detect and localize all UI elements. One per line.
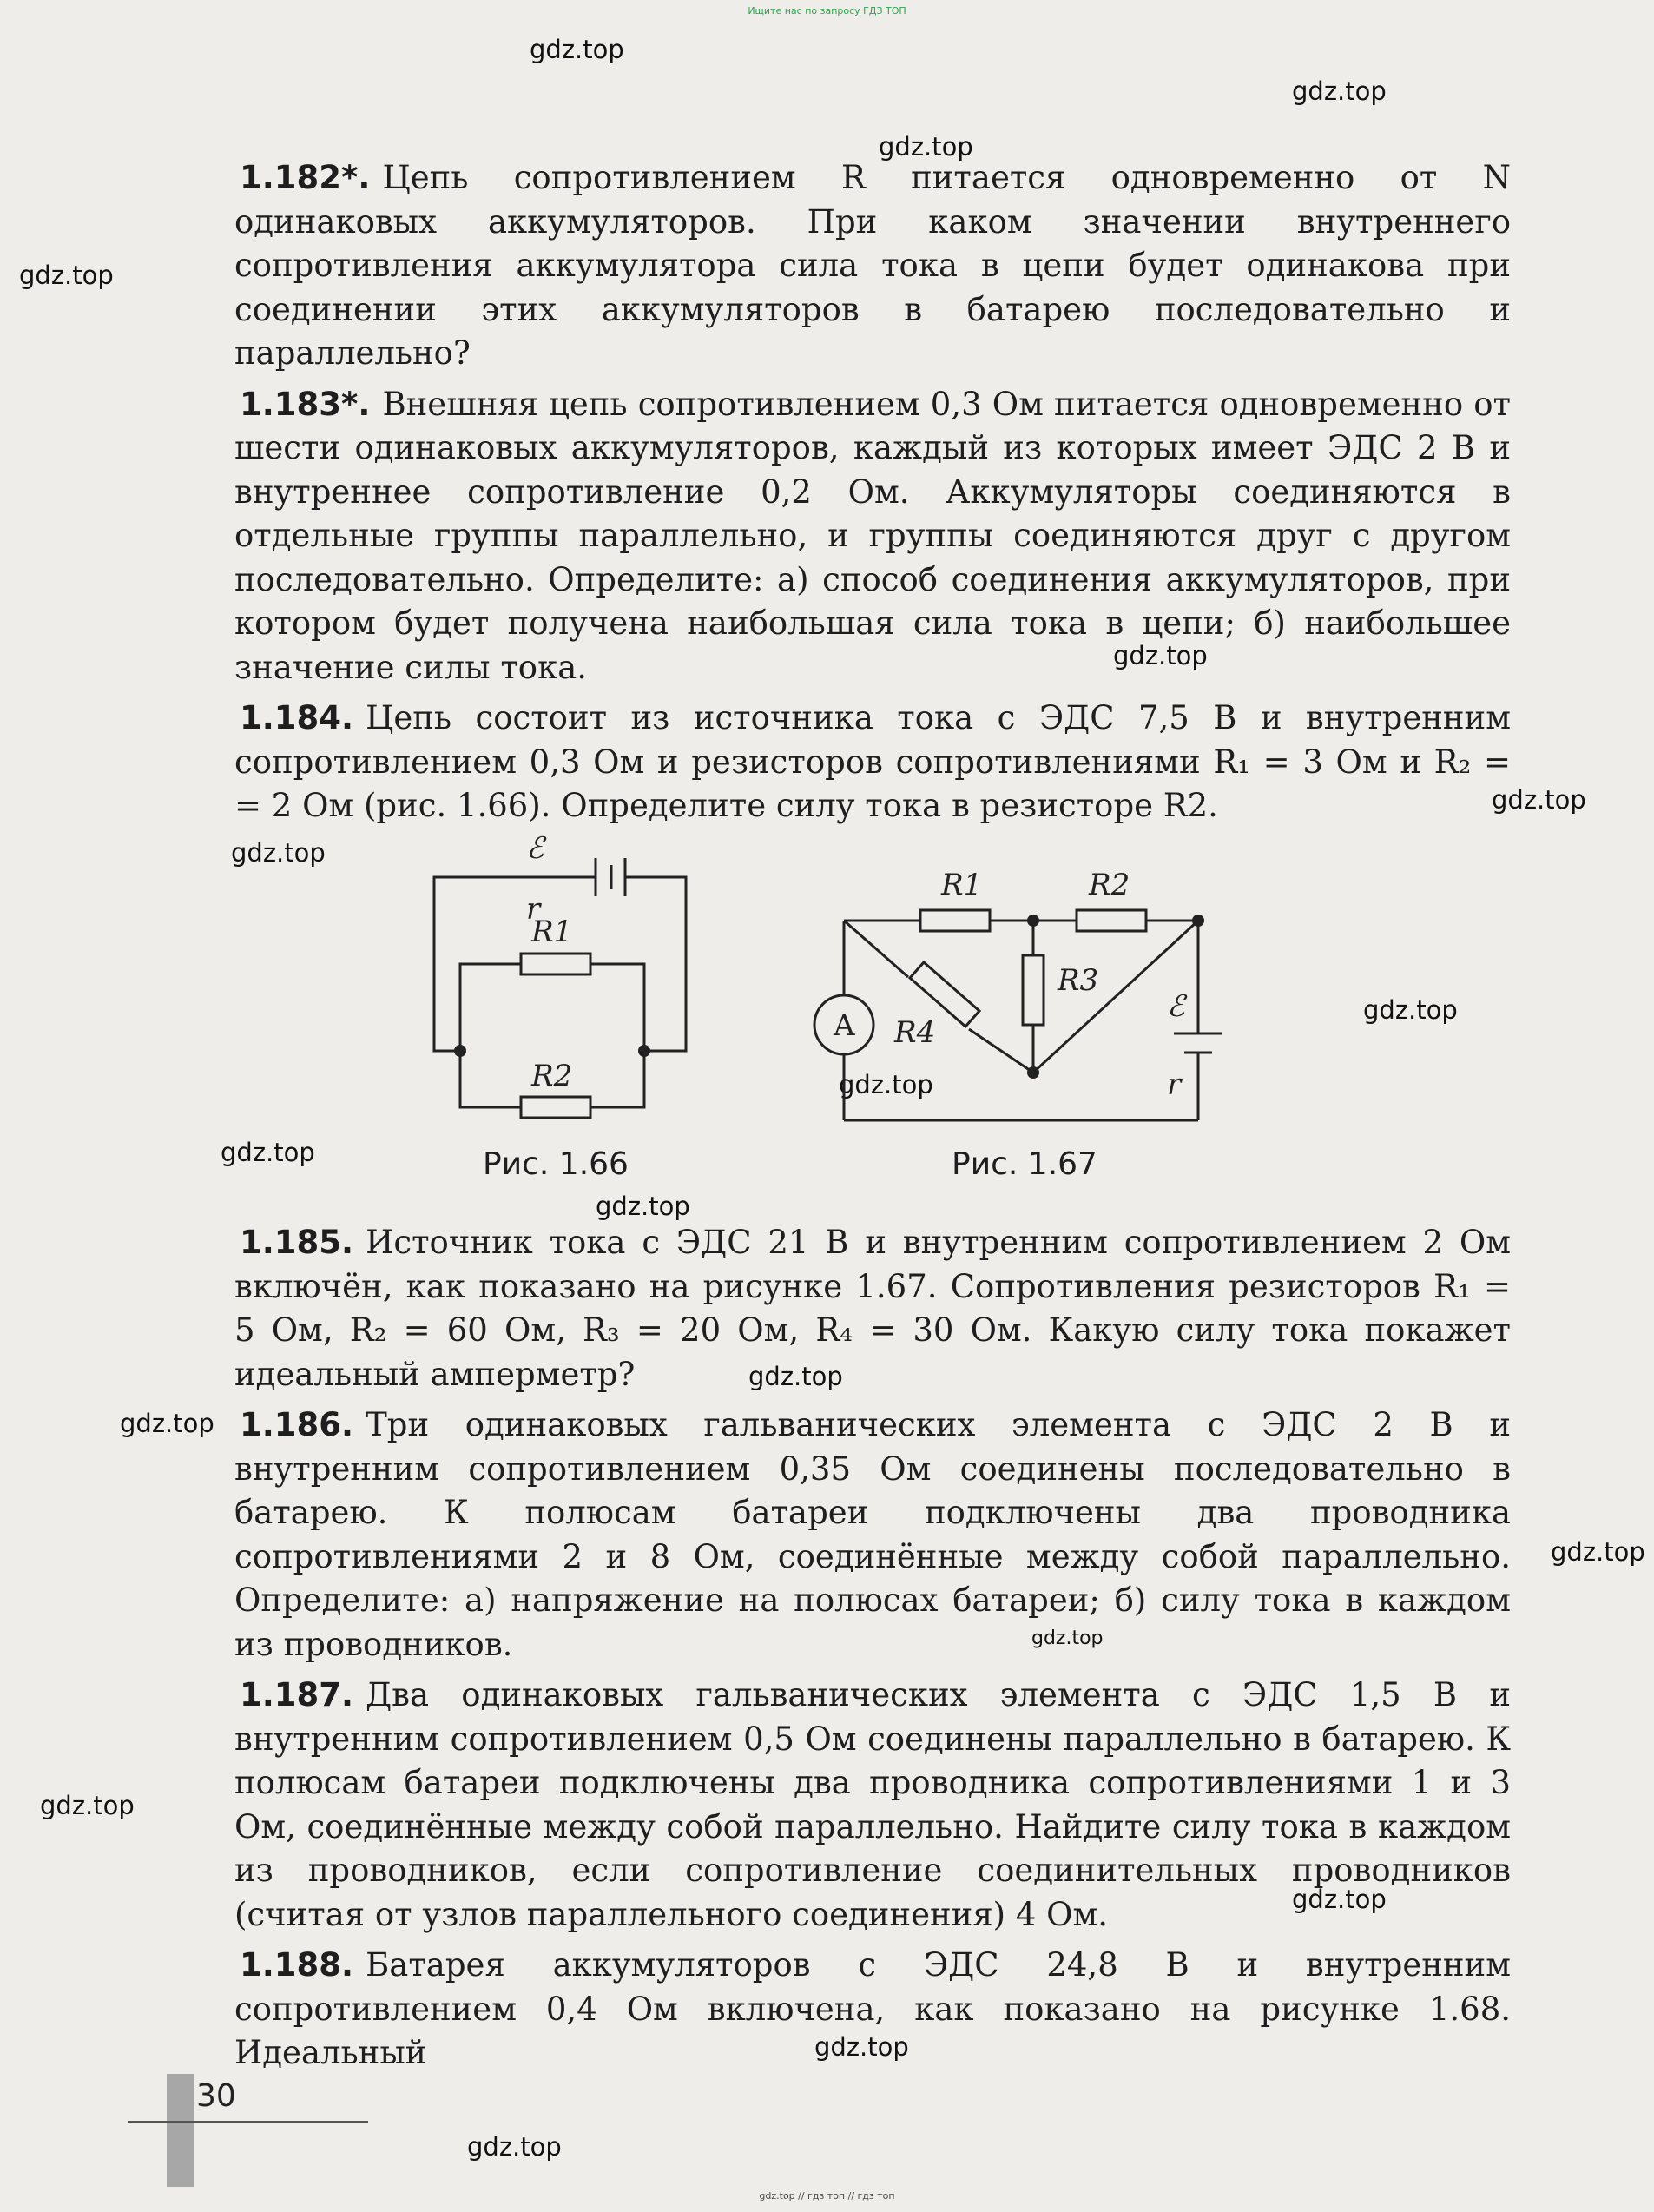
problem-1-184: [234, 697, 1511, 829]
problem-1-182: [234, 156, 1511, 376]
emf-label: ℰ: [1167, 989, 1185, 1024]
problem-number: 1.182*.: [240, 159, 371, 196]
watermark: gdz.top: [1031, 1628, 1104, 1649]
internal-resistance-label: r: [1167, 1067, 1182, 1102]
problem-text: Источник тока с ЭДС 21 В и внутренним сопротивлением 2 Ом включён, как показано на рисунке 1.67. Сопротивления резисторов R₁ = 5 Ом, R₂ = 60 Ом, R₃ = 20 Ом, R₄ = 30 Ом. Какую силу тока покажет идеальный амперметр?: [234, 1224, 1511, 1393]
watermark: gdz.top: [40, 1791, 135, 1820]
problem-number: 1.186.: [240, 1406, 354, 1443]
emf-label: ℰ: [526, 834, 544, 866]
watermark: gdz.top: [231, 838, 326, 868]
problem-text: Батарея аккумуляторов с ЭДС 24,8 В и внутренним сопротивлением 0,4 Ом включена, как показано на рисунке 1.68. Идеальный: [234, 1946, 1511, 2071]
watermark: gdz.top: [879, 132, 973, 162]
problem-number: 1.183*.: [240, 385, 371, 423]
page-footer-line: [128, 2121, 368, 2123]
figures-row: [0, 834, 1654, 1198]
internal-resistance-label: r: [526, 892, 541, 927]
watermark: gdz.top: [1292, 76, 1387, 106]
resistor-r1-label: R1: [531, 915, 573, 949]
watermark: gdz.top: [1363, 995, 1458, 1025]
resistor-r2-label: R2: [1089, 868, 1130, 902]
problem-1-183: [234, 383, 1511, 690]
watermark: gdz.top: [748, 1362, 843, 1391]
problem-number: 1.187.: [240, 1676, 354, 1713]
figure-1-66: [408, 834, 807, 1129]
problem-number: 1.188.: [240, 1946, 354, 1984]
watermark: gdz.top: [19, 261, 114, 290]
problem-1-185: [234, 1221, 1511, 1397]
problem-number: 1.184.: [240, 699, 354, 736]
watermark: gdz.top: [1113, 641, 1208, 670]
page-number: 30: [196, 2078, 236, 2114]
watermark: gdz.top: [221, 1138, 315, 1167]
top-note: Ищите нас по запросу ГДЗ ТОП: [748, 5, 906, 17]
problem-1-187: [234, 1674, 1511, 1937]
problem-text: Два одинаковых гальванических элемента с ЭДС 1,5 В и внутренним сопротивлением 0,5 Ом соединены параллельно в батарею. К полюсам батареи подключены два проводника сопротивлениями 1 и 3 Ом, соединённые между собой параллельно. Найдите силу тока в каждом из проводников, если сопротивление соединительных проводников (считая от узлов параллельного соединения) 4 Ом.: [234, 1676, 1511, 1933]
watermark: gdz.top: [467, 2132, 562, 2162]
watermark: gdz.top: [814, 2032, 909, 2062]
problem-1-186: [234, 1403, 1511, 1667]
problem-text: Три одинаковых гальванических элемента с ЭДС 2 В и внутренним сопротивлением 0,35 Ом соединены последовательно в батарею. К полюсам батареи подключены два проводника сопротивлениями 2 и 8 Ом, соединённые между собой параллельно. Определите: а) напряжение на полюсах батареи; б) силу тока в каждом из проводников.: [234, 1406, 1511, 1663]
problems-text: [234, 156, 1511, 829]
watermark: gdz.top: [1492, 785, 1586, 815]
ammeter-label: A: [834, 1008, 855, 1043]
page-margin-bar: [167, 2074, 194, 2187]
bottom-note: gdz.top // гдз топ // гдз топ: [759, 2190, 895, 2202]
resistor-r2-label: R2: [531, 1059, 573, 1093]
watermark: gdz.top: [120, 1409, 214, 1438]
resistor-r3-label: R3: [1058, 963, 1099, 998]
figure-1-66-caption: Рис. 1.66: [483, 1146, 629, 1182]
problem-number: 1.185.: [240, 1224, 354, 1261]
figure-1-67-caption: Рис. 1.67: [952, 1146, 1097, 1182]
problem-text: Цепь состоит из источника тока с ЭДС 7,5 В и внутренним сопротивлением 0,3 Ом и резисторов сопротивлениями R₁ = 3 Ом и R₂ = = 2 Ом (рис. 1.66). Определите силу тока в резисторе R2.: [234, 699, 1511, 824]
problem-text: Внешняя цепь сопротивлением 0,3 Ом питается одновременно от шести одинаковых аккумуляторов, каждый из которых имеет ЭДС 2 В и внутреннее сопротивление 0,2 Ом. Аккумуляторы соединяются в отдельные группы параллельно, и группы соединяются друг с другом последовательно. Определите: а) способ соединения аккумуляторов, при котором будет получена наибольшая сила тока в цепи; б) наибольшее значение силы тока.: [234, 385, 1511, 686]
watermark: gdz.top: [1551, 1537, 1645, 1567]
resistor-r4-label: R4: [894, 1015, 936, 1050]
watermark: gdz.top: [1292, 1885, 1387, 1914]
figure-1-67: [799, 834, 1250, 1129]
watermark: gdz.top: [596, 1192, 690, 1221]
problems-text-continued: [234, 1221, 1511, 2083]
watermark: gdz.top: [839, 1070, 933, 1099]
problem-1-188: [234, 1944, 1511, 2076]
watermark: gdz.top: [530, 35, 624, 64]
problem-text: Цепь сопротивлением R питается одновременно от N одинаковых аккумуляторов. При каком значении внутреннего сопротивления аккумулятора сила тока в цепи будет одинакова при соединении этих аккумуляторов в батарею последовательно и параллельно?: [234, 159, 1511, 372]
resistor-r1-label: R1: [941, 868, 983, 902]
